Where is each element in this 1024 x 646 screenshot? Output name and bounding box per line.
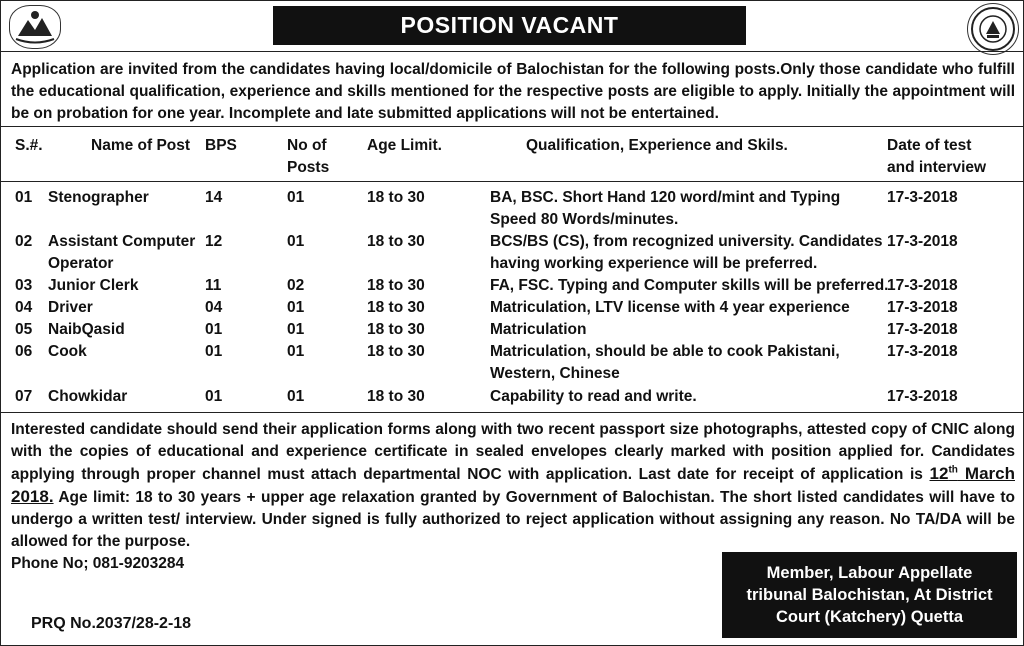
row-post: Cook xyxy=(48,343,87,360)
row-qualification: Matriculation, LTV license with 4 year experience xyxy=(490,299,850,316)
header-date-2: and interview xyxy=(887,159,987,176)
row-date: 17-3-2018 xyxy=(887,189,958,206)
row-bps: 04 xyxy=(205,299,223,316)
instructions-text-cont: Age limit: 18 to 30 years + upper age relaxation granted by Government of Balochistan. The short listed candidates will have to undergo a written test/ interview. Under signed is fully authorized to reject application without assigning any reason. No TA/DA will be allowed for the purpose. xyxy=(11,489,1015,550)
row-sno: 01 xyxy=(15,189,33,206)
row-bps: 01 xyxy=(205,321,223,338)
row-age: 18 to 30 xyxy=(367,321,425,338)
signature-line: tribunal Balochistan, At District xyxy=(746,586,993,604)
row-qualification: Matriculation xyxy=(490,321,587,338)
row-qualification: FA, FSC. Typing and Computer skills will be preferred. xyxy=(490,277,889,294)
row-posts: 01 xyxy=(287,321,305,338)
header-post: Name of Post xyxy=(91,137,191,154)
row-qualification-cont: having working experience will be preferred. xyxy=(490,255,818,272)
row-post: Assistant Computer xyxy=(48,233,196,250)
row-age: 18 to 30 xyxy=(367,277,425,294)
signature-block xyxy=(722,552,1017,638)
row-post-cont: Operator xyxy=(48,255,114,272)
header-posts-1: No of xyxy=(287,137,327,154)
row-sno: 06 xyxy=(15,343,33,360)
row-sno: 04 xyxy=(15,299,33,316)
row-bps: 01 xyxy=(205,388,223,405)
header-date-1: Date of test xyxy=(887,137,972,154)
header-bps: BPS xyxy=(205,137,237,154)
table-header-divider xyxy=(1,181,1023,182)
instructions-text: Interested candidate should send their application forms along with two recent passport size photographs, attested copy of CNIC along with the copies of educational and experience certificate in sealed envelopes clearly marked with position applied for. Candidates applying through proper channel must attach departmental NOC with application. Last date for receipt of application is xyxy=(11,421,1015,483)
row-sno: 03 xyxy=(15,277,33,294)
row-bps: 12 xyxy=(205,233,223,250)
signature-line: Member, Labour Appellate xyxy=(766,564,973,582)
intro-divider xyxy=(1,126,1023,127)
row-age: 18 to 30 xyxy=(367,299,425,316)
intro-paragraph: Application are invited from the candidates having local/domicile of Balochistan for the following posts.Only those candidate who fulfill the educational qualification, experience and skills mentioned for the respective posts are eligible to apply. Initially the appointment will be on probation for one year. Incomplete and late submitted applications will not be entertained. xyxy=(11,61,1015,122)
tribunal-seal-icon xyxy=(967,3,1019,55)
row-posts: 01 xyxy=(287,189,305,206)
row-date: 17-3-2018 xyxy=(887,299,958,316)
signature-line: Court (Katchery) Quetta xyxy=(775,608,964,626)
row-bps: 14 xyxy=(205,189,223,206)
header-sno: S.#. xyxy=(15,137,43,154)
row-sno: 05 xyxy=(15,321,33,338)
row-sno: 02 xyxy=(15,233,33,250)
row-qualification: BA, BSC. Short Hand 120 word/mint and Typing xyxy=(490,189,841,206)
row-post: Junior Clerk xyxy=(48,277,139,294)
row-age: 18 to 30 xyxy=(367,233,425,250)
header-qualification: Qualification, Experience and Skils. xyxy=(526,137,788,154)
row-bps: 01 xyxy=(205,343,223,360)
government-emblem-icon xyxy=(9,5,61,49)
row-posts: 01 xyxy=(287,388,305,405)
row-post: Driver xyxy=(48,299,93,316)
prq-number: PRQ No.2037/28-2-18 xyxy=(31,615,192,632)
row-qualification: Matriculation, should be able to cook Pakistani, xyxy=(490,343,840,360)
header-divider xyxy=(1,51,1023,52)
row-posts: 01 xyxy=(287,299,305,316)
phone-number: Phone No; 081-9203284 xyxy=(11,555,185,572)
row-qualification: BCS/BS (CS), from recognized university. Candidates xyxy=(490,233,883,250)
row-sno: 07 xyxy=(15,388,33,405)
page-title: POSITION VACANT xyxy=(273,6,746,45)
row-bps: 11 xyxy=(205,277,222,294)
row-age: 18 to 30 xyxy=(367,189,425,206)
row-posts: 01 xyxy=(287,343,305,360)
row-qualification-cont: Western, Chinese xyxy=(490,365,620,382)
row-age: 18 to 30 xyxy=(367,388,425,405)
row-post: Stenographer xyxy=(48,189,149,206)
last-date: 12th March 2018. xyxy=(11,464,1015,506)
row-posts: 01 xyxy=(287,233,305,250)
row-date: 17-3-2018 xyxy=(887,321,958,338)
table-bottom-divider xyxy=(1,412,1023,413)
row-age: 18 to 30 xyxy=(367,343,425,360)
row-posts: 02 xyxy=(287,277,305,294)
row-qualification-cont: Speed 80 Words/minutes. xyxy=(490,211,679,228)
row-qualification: Capability to read and write. xyxy=(490,388,697,405)
header-posts-2: Posts xyxy=(287,159,330,176)
row-post: Chowkidar xyxy=(48,388,128,405)
row-date: 17-3-2018 xyxy=(887,233,958,250)
row-date: 17-3-2018 xyxy=(887,277,958,294)
header-age: Age Limit. xyxy=(367,137,442,154)
row-post: NaibQasid xyxy=(48,321,125,338)
row-date: 17-3-2018 xyxy=(887,343,958,360)
row-date: 17-3-2018 xyxy=(887,388,958,405)
